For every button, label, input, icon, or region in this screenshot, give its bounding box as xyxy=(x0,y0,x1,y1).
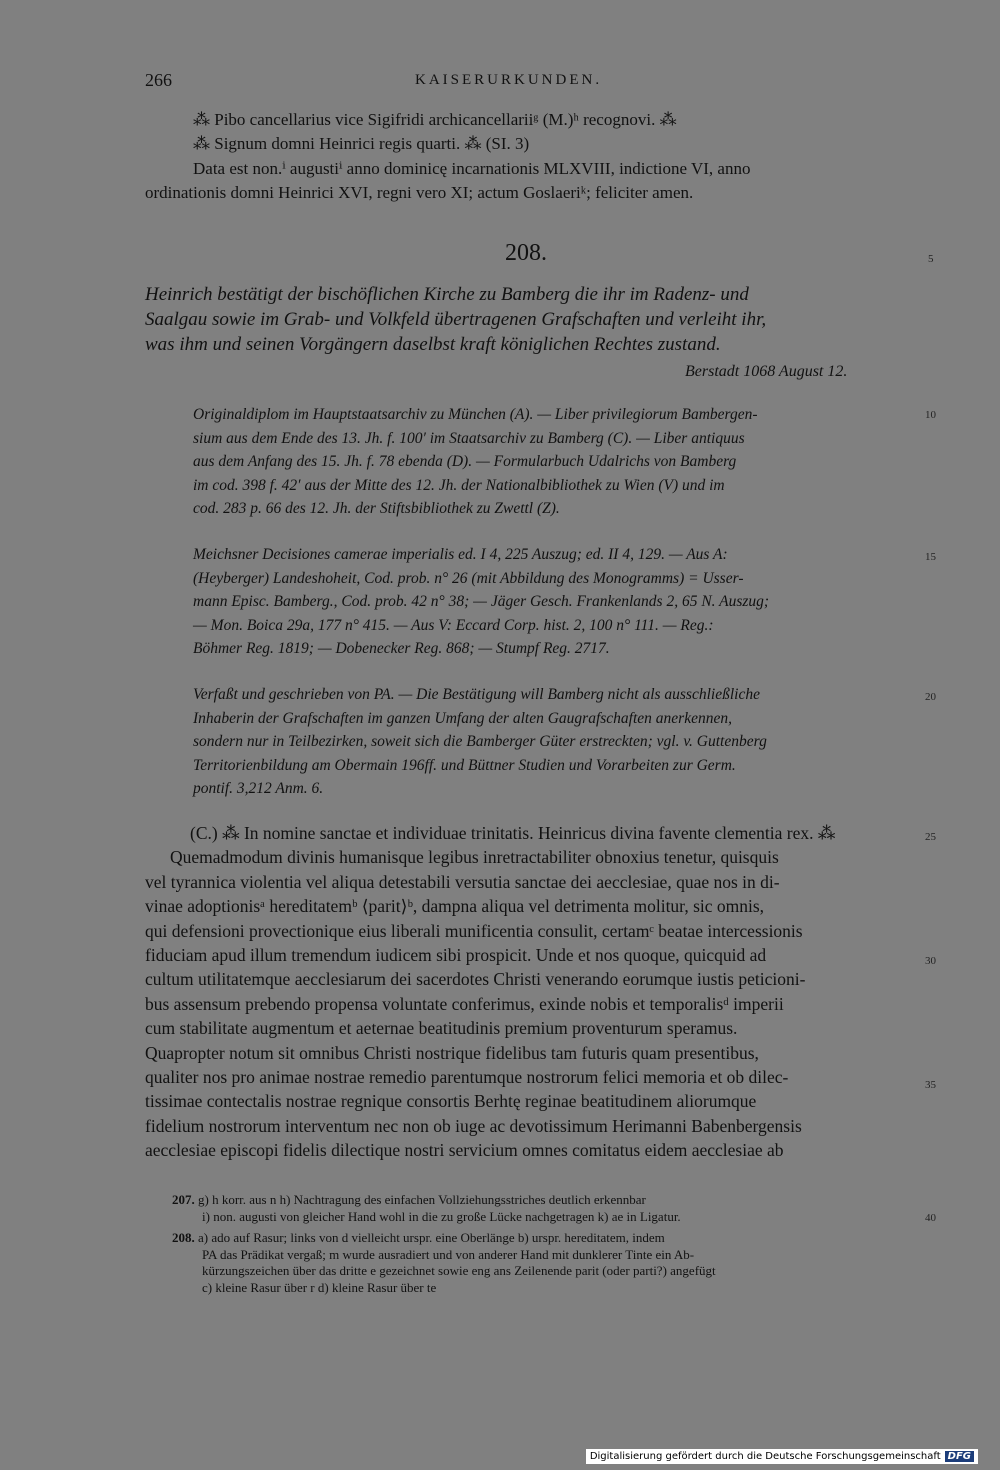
text-line: — Mon. Boica 29a, 177 n° 415. — Aus V: Eccard Corp. hist. 2, 100 n° 111. — Reg.: xyxy=(193,616,714,634)
footer-text: Digitalisierung gefördert durch die Deutsche Forschungsgemeinschaft xyxy=(589,1451,941,1462)
footnote-line: kürzungszeichen über das dritte e gezeichnet sowie eng ans Zeilenende parit (oder parti?) angefügt xyxy=(202,1263,716,1278)
text-line: tissimae contectalis nostrae regnique consortis Berhtę reginae beatitudinem aliorumque xyxy=(145,1091,757,1112)
text-line: Verfaßt und geschrieben von PA. — Die Bestätigung will Bamberg nicht als ausschließliche xyxy=(193,686,760,703)
text-line: ordinationis domni Heinrici XVI, regni vero XI; actum Goslaeriᵏ; feliciter amen. xyxy=(145,183,694,202)
text-line: Böhmer Reg. 1819; — Dobenecker Reg. 868; — Stumpf Reg. 2717. xyxy=(193,640,610,657)
text-line: fidelium nostrorum interventum nec non ob iuge ac devotissimum Herimanni Babenbergensis xyxy=(145,1115,802,1136)
footnote-line: g) h korr. aus n h) Nachtragung des einfachen Vollziehungsstriches deutlich erkennbar xyxy=(198,1192,646,1207)
text-line: fiduciam apud illum tremendum iudicem sibi prospicit. Unde et nos quoque, quicquid ad xyxy=(145,945,767,966)
charter-number: 208. xyxy=(505,240,547,266)
charter-text xyxy=(145,821,915,1163)
text-line: sondern nur in Teilbezirken, soweit sich die Bamberger Güter erstreckten; vgl. v. Guttenberg xyxy=(193,733,767,750)
title-line: Saalgau sowie im Grab- und Volkfeld übertragenen Grafschaften und verleiht ihr, xyxy=(145,309,767,330)
commentary-paragraph xyxy=(193,683,913,801)
footnote-line: i) non. augusti von gleicher Hand wohl in die zu große Lücke nachgetragen k) ae in Ligatur. xyxy=(202,1208,681,1224)
text-line: ⁂ Pibo cancellarius vice Sigifridi archicancellariiᵍ (M.)ʰ recognovi. ⁂ xyxy=(193,110,677,129)
text-line: im cod. 398 f. 42′ aus der Mitte des 12. Jh. der Nationalbibliothek zu Wien (V) und im xyxy=(193,476,725,494)
text-line: pontif. 3,212 Anm. 6. xyxy=(193,780,324,797)
footnote-line: c) kleine Rasur über r d) kleine Rasur über te xyxy=(202,1279,437,1295)
dfg-attribution[interactable] xyxy=(586,1449,978,1464)
footnote-line: PA das Prädikat vergaß; m wurde ausradiert und von anderer Hand mit dunklerer Tinte ein Ab- xyxy=(202,1246,695,1262)
line-number: 40 xyxy=(925,1212,936,1224)
text-line: cod. 283 p. 66 des 12. Jh. der Stiftsbibliothek zu Zwettl (Z). xyxy=(193,500,560,517)
line-number: 25 xyxy=(925,831,936,843)
text-line: vel tyrannica violentia vel aliqua detestabili versutia sanctae dei aecclesiae, quae nos in di- xyxy=(145,871,780,892)
text-line: (C.) ⁂ In nomine sanctae et individuae trinitatis. Heinricus divina favente clementia rex. ⁂ xyxy=(190,823,836,843)
text-line: aecclesiae episcopi fidelis dilectique nostri servicium omnes comitatus eidem aecclesiae ab xyxy=(145,1140,784,1161)
title-line: was ihm und seinen Vorgängern daselbst kraft königlichen Rechtes zustand. xyxy=(145,334,721,355)
page-number: 266 xyxy=(145,70,172,90)
place-date: Berstadt 1068 August 12. xyxy=(685,363,848,380)
text-line: qui defensioni provectionique eius liberali munificentia consulit, certamᶜ beatae intercessionis xyxy=(145,920,803,941)
line-number: 5 xyxy=(928,253,934,265)
text-line: qualiter nos pro animae nostrae remedio parentumque nostrorum felici memoria et ob dilec- xyxy=(145,1067,789,1088)
text-line: Territorienbildung am Obermain 196ff. und Büttner Studien und Vorarbeiten zur Germ. xyxy=(193,756,736,774)
text-line: Quapropter notum sit omnibus Christi nostrique fidelibus tam futuris quam presentibus, xyxy=(145,1042,759,1063)
text-line: (Heyberger) Landeshoheit, Cod. prob. n° 26 (mit Abbildung des Monogramms) = Usser- xyxy=(193,569,744,587)
text-line: Data est non.ⁱ augustiⁱ anno dominicę incarnationis MLXVIII, indictione VI, anno xyxy=(193,159,751,178)
text-line: vinae adoptionisᵃ hereditatemᵇ ⟨parit⟩ᵇ, dampna aliqua vel detrimenta molitur, sic omnis, xyxy=(145,896,765,917)
footnote-line: a) ado auf Rasur; links von d vielleicht urspr. eine Oberlänge b) urspr. hereditatem, indem xyxy=(198,1230,665,1245)
text-line: bus assensum prebendo propensa voluntate conferimus, exinde nobis et temporalisᵈ imperii xyxy=(145,993,784,1014)
text-line: Originaldiplom im Hauptstaatsarchiv zu München (A). — Liber privilegiorum Bambergen- xyxy=(193,406,758,423)
text-line: aus dem Anfang des 15. Jh. f. 78 ebenda (D). — Formularbuch Udalrichs von Bamberg xyxy=(193,453,737,470)
line-number: 15 xyxy=(925,551,936,563)
text-line: Quemadmodum divinis humanisque legibus inretractabiliter obnoxius tenetur, quisquis xyxy=(170,847,779,868)
footnotes-207 xyxy=(172,1192,912,1225)
title-line: Heinrich bestätigt der bischöflichen Kirche zu Bamberg die ihr im Radenz- und xyxy=(145,284,749,305)
text-line: sium aus dem Ende des 13. Jh. f. 100′ im Staatsarchiv zu Bamberg (C). — Liber antiquus xyxy=(193,429,745,447)
dfg-logo: DFG xyxy=(945,1451,974,1462)
line-number: 10 xyxy=(925,409,936,421)
text-line: Inhaberin der Grafschaften im ganzen Umfang der alten Gaugrafschaften anerkennen, xyxy=(193,709,732,727)
text-line: mann Episc. Bamberg., Cod. prob. 42 n° 38; — Jäger Gesch. Frankenlands 2, 65 N. Auszug; xyxy=(193,593,770,610)
footnotes-208 xyxy=(172,1230,912,1296)
line-number: 35 xyxy=(925,1079,936,1091)
tradition-paragraph xyxy=(193,403,913,521)
running-head: KAISERURKUNDEN. xyxy=(415,72,603,88)
footnote-label: 207. xyxy=(172,1192,195,1207)
text-line: cum stabilitate augmentum et aeternae beatitudinis premium proventurum speramus. xyxy=(145,1018,738,1039)
editions-paragraph xyxy=(193,543,913,661)
footnote-label: 208. xyxy=(172,1230,195,1245)
line-number: 30 xyxy=(925,955,936,967)
text-line: cultum utilitatemque aecclesiarum dei sacerdotes Christi venerando eorumque iustis peticioni- xyxy=(145,969,806,990)
line-number: 20 xyxy=(925,691,936,703)
text-line: ⁂ Signum domni Heinrici regis quarti. ⁂ (SI. 3) xyxy=(193,134,530,153)
text-line: Meichsner Decisiones camerae imperialis ed. I 4, 225 Auszug; ed. II 4, 129. — Aus A: xyxy=(193,546,728,563)
